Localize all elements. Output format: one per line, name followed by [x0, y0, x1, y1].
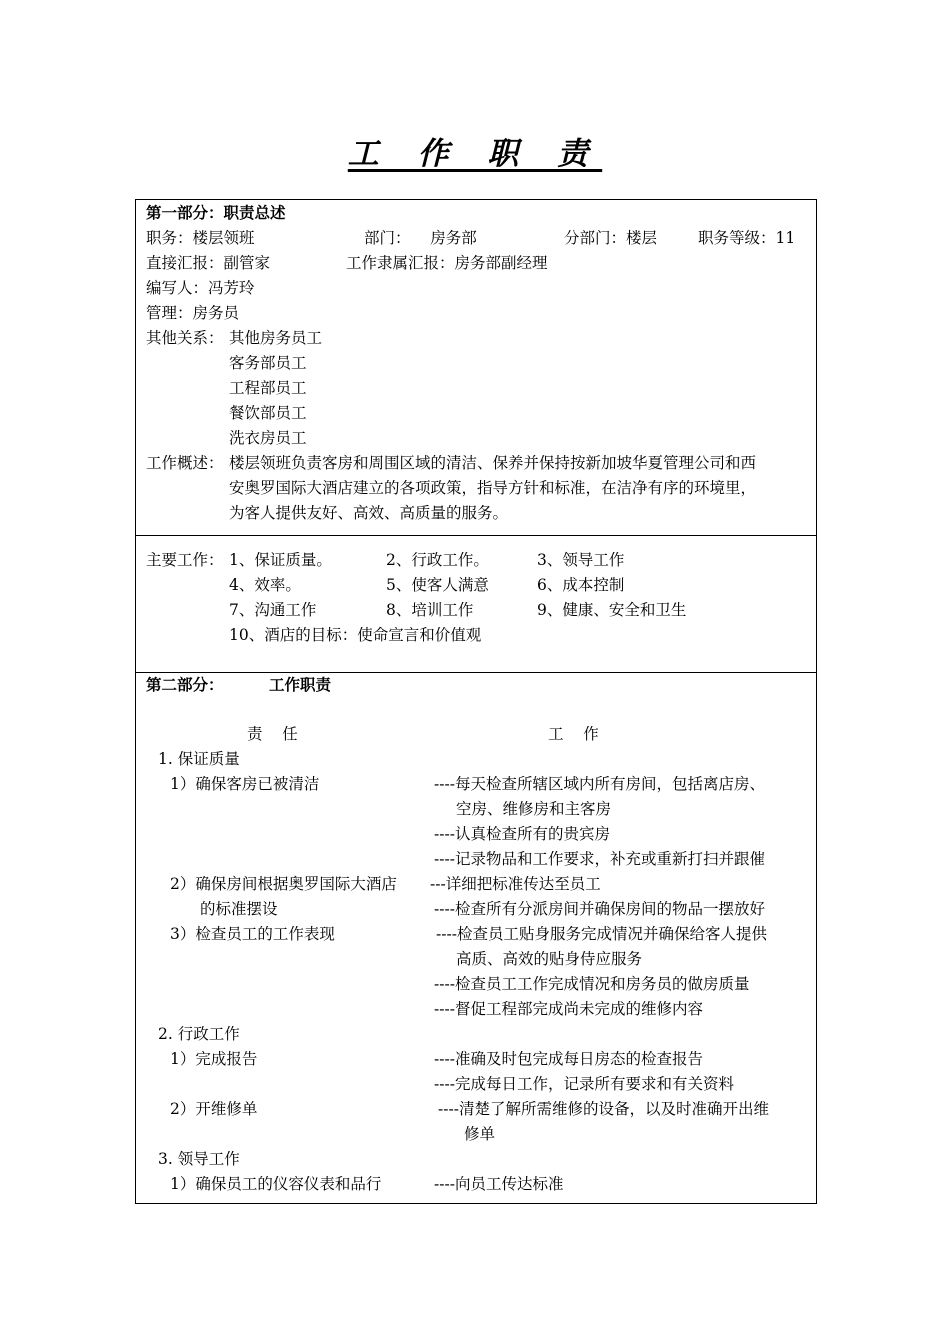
work-item: ----完成每日工作，记录所有要求和有关资料 — [434, 1075, 734, 1093]
work-item: ----清楚了解所需维修的设备，以及时准确开出维 — [438, 1100, 769, 1118]
dotted-report-field: 工作隶属汇报：房务部副经理 — [346, 254, 548, 272]
category-heading: 1. 保证质量 — [158, 750, 240, 768]
main-work-item: 7、沟通工作 — [229, 601, 317, 619]
relation-item: 工程部员工 — [229, 379, 307, 397]
main-work-label: 主要工作： — [146, 551, 224, 569]
category-heading: 2. 行政工作 — [158, 1025, 240, 1043]
part2-heading: 第二部分： — [146, 676, 224, 694]
main-work-item: 5、使客人满意 — [386, 576, 489, 594]
reports-to-field: 直接汇报：副管家 — [146, 254, 271, 272]
work-item: ----检查员工贴身服务完成情况并确保给客人提供 — [436, 925, 767, 943]
work-item: 高质、高效的贴身侍应服务 — [456, 950, 643, 968]
main-work-item: 10、酒店的目标：使命宣言和价值观 — [229, 626, 482, 644]
main-work-item: 4、效率。 — [229, 576, 301, 594]
work-item: 空房、维修房和主客房 — [456, 800, 612, 818]
relation-item: 餐饮部员工 — [229, 404, 307, 422]
work-item: ----认真检查所有的贵宾房 — [434, 825, 610, 843]
summary-line: 安奥罗国际大酒店建立的各项政策，指导方针和标准，在洁净有序的环境里， — [229, 479, 757, 497]
responsibility-item: 1）确保员工的仪容仪表和品行 — [170, 1175, 382, 1193]
manages-field: 管理：房务员 — [146, 304, 240, 322]
part1-heading: 第一部分：职责总述 — [146, 204, 286, 222]
responsibility-item: 2）确保房间根据奥罗国际大酒店 — [170, 875, 397, 893]
responsibility-item: 2）开维修单 — [170, 1100, 258, 1118]
subdepartment-field: 分部门：楼层 — [564, 229, 658, 247]
grade-field: 职务等级：11 — [698, 229, 796, 247]
work-item: ----检查所有分派房间并确保房间的物品一摆放好 — [434, 900, 765, 918]
main-work-item: 2、行政工作。 — [386, 551, 489, 569]
main-work-item: 9、健康、安全和卫生 — [537, 601, 687, 619]
responsibility-item: 的标准摆设 — [200, 900, 278, 918]
main-work-item: 6、成本控制 — [537, 576, 625, 594]
relation-item: 客务部员工 — [229, 354, 307, 372]
summary-line: 为客人提供友好、高效、高质量的服务。 — [229, 504, 509, 522]
category-heading: 3. 领导工作 — [158, 1150, 240, 1168]
position-field: 职务：楼层领班 — [146, 229, 255, 247]
part1-section — [136, 200, 816, 536]
responsibility-item: 3）检查员工的工作表现 — [170, 925, 335, 943]
work-item: ----检查员工工作完成情况和房务员的做房质量 — [434, 975, 750, 993]
main-work-item: 3、领导工作 — [537, 551, 625, 569]
relations-label: 其他关系： — [146, 329, 224, 347]
work-item: ----向员工传达标准 — [434, 1175, 564, 1193]
work-item: ----准确及时包完成每日房态的检查报告 — [434, 1050, 703, 1068]
column-header-work: 工 作 — [548, 725, 599, 743]
main-work-item: 8、培训工作 — [386, 601, 474, 619]
responsibility-item: 1）完成报告 — [170, 1050, 258, 1068]
work-item: ----督促工程部完成尚未完成的维修内容 — [434, 1000, 703, 1018]
work-item: ----每天检查所辖区域内所有房间，包括离店房、 — [434, 775, 765, 793]
department-field: 部门： 房务部 — [364, 229, 477, 247]
work-item: ----记录物品和工作要求，补充或重新打扫并跟催 — [434, 850, 765, 868]
summary-label: 工作概述： — [146, 454, 224, 472]
main-work-section — [136, 535, 816, 673]
work-item: 修单 — [464, 1125, 496, 1143]
page-title: 工 作 职 责 — [347, 136, 603, 172]
main-work-item: 1、保证质量。 — [229, 551, 332, 569]
duty-table — [135, 199, 817, 1204]
work-item: ---详细把标准传达至员工 — [430, 875, 601, 893]
part2-heading-title: 工作职责 — [269, 676, 332, 694]
column-header-responsibility: 责 任 — [247, 725, 298, 743]
relation-item: 其他房务员工 — [229, 329, 323, 347]
relation-item: 洗衣房员工 — [229, 429, 307, 447]
author-field: 编写人：冯芳玲 — [146, 279, 255, 297]
responsibility-item: 1）确保客房已被清洁 — [170, 775, 320, 793]
summary-line: 楼层领班负责客房和周围区域的清洁、保养并保持按新加坡华夏管理公司和西 — [229, 454, 757, 472]
